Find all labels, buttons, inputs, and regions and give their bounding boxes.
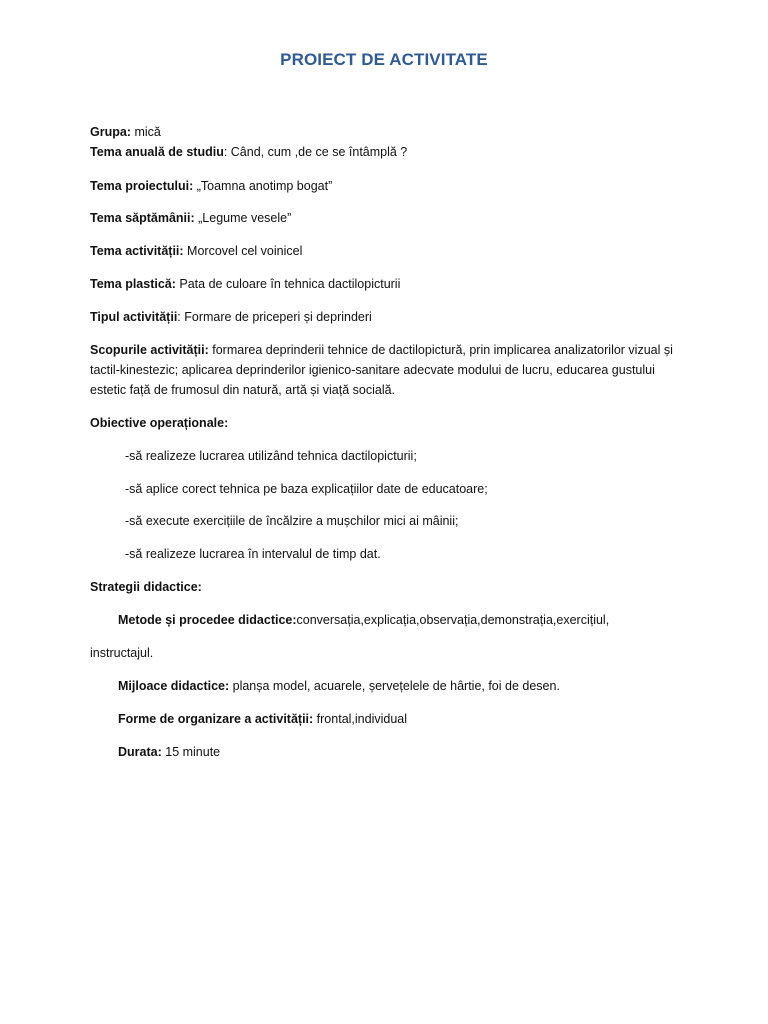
field-value: mică xyxy=(130,125,161,139)
field-value: 15 minute xyxy=(161,745,221,759)
field-tipul-activitatii xyxy=(90,308,372,327)
field-value: : Când, cum ,de ce se întâmplă ? xyxy=(223,145,408,159)
field-label: Metode și procedee didactice: xyxy=(118,613,297,627)
field-tema-anuala xyxy=(90,143,407,162)
field-value: Morcovel cel voinicel xyxy=(183,244,303,258)
field-value: Pata de culoare în tehnica dactilopicturii xyxy=(175,277,401,291)
field-value: planșa model, acuarele, șervețelele de hârtie, foi de desen. xyxy=(229,679,560,693)
field-label: Tema săptămânii: xyxy=(90,211,195,225)
field-label: Tema proiectului: xyxy=(90,179,194,193)
field-value: conversația,explicația,observația,demonstrația,exercițiul, xyxy=(296,613,610,627)
objective-item: -să aplice corect tehnica pe baza explicațiilor date de educatoare; xyxy=(125,482,488,496)
field-value: formarea deprinderii tehnice de dactilopictură, prin implicarea analizatorilor vizual și tactil-kinestezic; aplicarea deprinderilor igienico-sanitare adecvate modului de lucru, educarea gustului estetic față de frumosul din natură, artă și viață socială. xyxy=(90,343,673,397)
field-mijloace xyxy=(118,677,560,696)
document-title: PROIECT DE ACTIVITATE xyxy=(280,50,488,69)
objective-item: -să execute exercițiile de încălzire a mușchilor mici ai mâinii; xyxy=(125,514,459,528)
objective-item: -să realizeze lucrarea utilizând tehnica dactilopicturii; xyxy=(125,449,417,463)
section-heading: Strategii didactice: xyxy=(90,580,202,594)
field-label: Tema activității: xyxy=(90,244,184,258)
field-tema-saptamanii xyxy=(90,209,291,228)
objectives-heading xyxy=(90,414,228,433)
field-label: Mijloace didactice: xyxy=(118,679,230,693)
field-tema-proiectului xyxy=(90,177,332,196)
field-tema-activitatii xyxy=(90,242,302,261)
section-heading: Obiective operaționale: xyxy=(90,416,229,430)
field-label: Tipul activității xyxy=(90,310,178,324)
field-label: Grupa: xyxy=(90,125,131,139)
field-value: „Legume vesele” xyxy=(194,211,292,225)
field-label: Scopurile activității: xyxy=(90,343,209,357)
field-durata xyxy=(118,743,220,762)
strategies-heading xyxy=(90,578,202,597)
field-metode-continuation: instructajul. xyxy=(90,646,154,660)
field-tema-plastica xyxy=(90,275,400,294)
field-value: : Formare de priceperi și deprinderi xyxy=(177,310,372,324)
field-label: Durata: xyxy=(118,745,162,759)
objective-item: -să realizeze lucrarea în intervalul de timp dat. xyxy=(125,547,381,561)
field-label: Tema anuală de studiu xyxy=(90,145,224,159)
field-value: „Toamna anotimp bogat” xyxy=(193,179,333,193)
field-forme xyxy=(118,710,407,729)
field-metode xyxy=(118,611,609,630)
field-value: frontal,individual xyxy=(313,712,408,726)
field-grupa xyxy=(90,123,161,142)
field-label: Forme de organizare a activității: xyxy=(118,712,314,726)
field-label: Tema plastică: xyxy=(90,277,176,291)
field-scopurile xyxy=(90,340,680,400)
